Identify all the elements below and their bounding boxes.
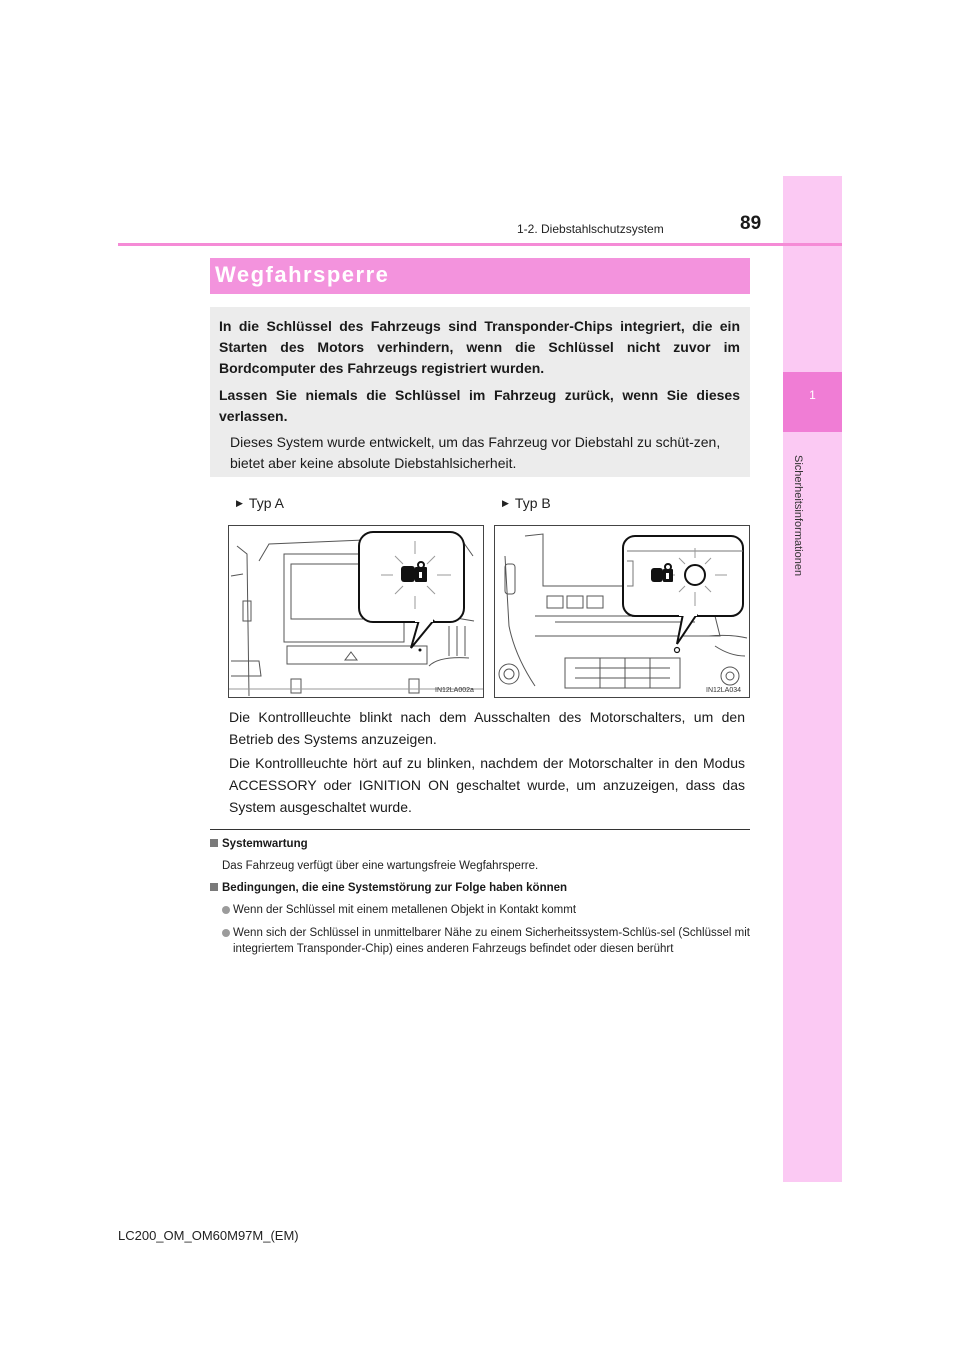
circle-bullet-icon: [222, 906, 230, 914]
note-heading: Systemwartung: [210, 838, 308, 850]
triangle-bullet-icon: ▶: [502, 498, 509, 508]
figure-label-b: ▶ Typ B: [502, 495, 551, 511]
title-bar: [210, 258, 750, 294]
list-item: Wenn sich der Schlüssel in unmittelbarer Nähe zu einem Sicherheitssystem-Schlüs-sel (Schlüssel mit integriertem Transponder-Chip) eines anderen Fahrzeugs befindet oder diesen berührt: [222, 925, 750, 957]
figure-code: IN12LA002a: [435, 687, 474, 694]
note-heading: Bedingungen, die eine Systemstörung zur Folge haben können: [210, 882, 567, 894]
notes-divider: [210, 829, 750, 830]
square-bullet-icon: [210, 883, 218, 891]
indicator-light-icon: [685, 565, 705, 585]
note-text: Das Fahrzeug verfügt über eine wartungsfreie Wegfahrsperre.: [222, 860, 539, 872]
dashboard-illustration-a: [229, 526, 483, 697]
intro-box: [210, 307, 750, 477]
dashboard-illustration-b: [495, 526, 749, 697]
circle-bullet-icon: [222, 929, 230, 937]
page-title: Wegfahrsperre: [215, 262, 390, 287]
chapter-side-tab-active: [783, 372, 842, 432]
triangle-bullet-icon: ▶: [236, 498, 243, 508]
square-bullet-icon: [210, 839, 218, 847]
chapter-side-tab: [783, 176, 842, 1182]
intro-note: Dieses System wurde entwickelt, um das Fahrzeug vor Diebstahl zu schüt-zen, bietet aber keine absolute Diebstahlsicherheit.: [230, 434, 721, 471]
header-rule: [118, 243, 842, 246]
chapter-name: Sicherheitsinformationen: [792, 455, 804, 577]
figure-type-b: [494, 525, 750, 698]
figure-label-a: ▶ Typ A: [236, 495, 284, 511]
figure-type-a: [228, 525, 484, 698]
body-paragraph: Die Kontrollleuchte hört auf zu blinken, nachdem der Motorschalter in den Modus ACCESSORY oder IGNITION ON geschaltet wurde, um anzuzeigen, dass das System ausgeschaltet wurde.: [229, 755, 745, 815]
body-paragraph: Die Kontrollleuchte blinkt nach dem Ausschalten des Motorschalters, um den Betrieb des Systems anzuzeigen.: [229, 709, 745, 747]
chapter-number: 1: [809, 388, 816, 402]
section-title: 1-2. Diebstahlschutzsystem: [517, 222, 664, 236]
figure-code: IN12LA034: [706, 687, 742, 694]
footer-doc-code: LC200_OM_OM60M97M_(EM): [118, 1228, 299, 1243]
intro-paragraph: Lassen Sie niemals die Schlüssel im Fahrzeug zurück, wenn Sie dieses verlassen.: [219, 387, 740, 424]
page-number: 89: [740, 213, 762, 234]
list-item: Wenn der Schlüssel mit einem metallenen Objekt in Kontakt kommt: [222, 902, 750, 918]
intro-paragraph: In die Schlüssel des Fahrzeugs sind Transponder-Chips integriert, die ein Starten des Motors verhindern, wenn die Schlüssel nicht zuvor im Bordcomputer des Fahrzeugs registriert wurden.: [219, 318, 740, 376]
